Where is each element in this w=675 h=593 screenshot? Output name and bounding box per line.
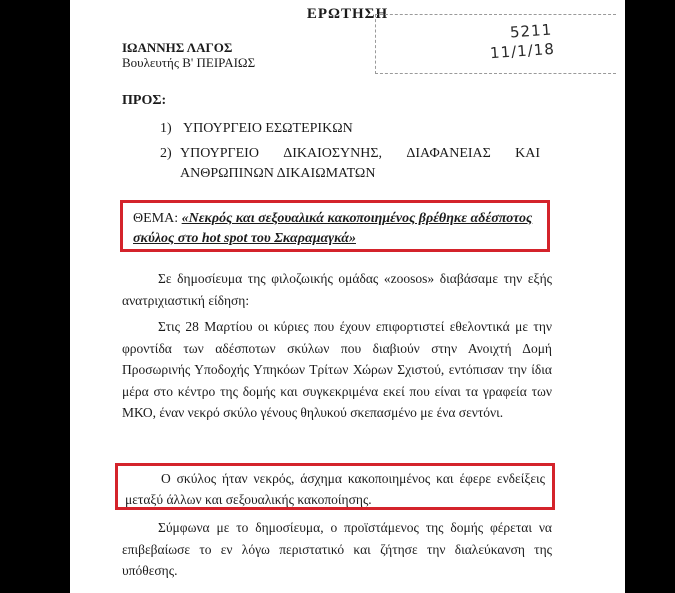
paragraph-confirmation: Σύμφωνα με το δημοσίευμα, ο προϊστάμενος της δομής φέρεται να επιβεβαίωσε το εν λόγω περιστατικό και ζήτησε την διαλεύκανση της υπόθεσης. <box>122 520 552 578</box>
recipient-number: 1) <box>160 121 172 136</box>
recipient-name-line2: ΑΝΘΡΩΠΙΝΩΝ ΔΙΚΑΙΩΜΑΤΩΝ <box>180 166 376 181</box>
recipient-name-word: ΔΙΚΑΙΟΣΥΝΗΣ, <box>283 146 383 161</box>
recipient-name-word: ΚΑΙ <box>515 146 540 161</box>
document-page <box>70 0 625 593</box>
recipient-1 <box>160 121 353 137</box>
subject-highlight-box <box>120 200 550 252</box>
recipient-name-word: ΔΙΑΦΑΝΕΙΑΣ <box>406 146 491 161</box>
stamp-date: 11/1/18 <box>489 39 556 63</box>
stamp-number: 5211 <box>509 20 553 42</box>
recipient-name: ΥΠΟΥΡΓΕΙΟ ΕΣΩΤΕΡΙΚΩΝ <box>182 121 353 136</box>
subject-text: «Νεκρός και σεξουαλικά κακοποιημένος βρέθηκε αδέσποτος σκύλος στο hot spot του Σκαραμαγκά» <box>133 211 533 246</box>
recipient-name-word: ΥΠΟΥΡΓΕΙΟ <box>180 146 259 161</box>
recipient-number: 2) <box>160 146 172 161</box>
paragraph-highlight-box: Ο σκύλος ήταν νεκρός, άσχημα κακοποιημένος και έφερε ενδείξεις μεταξύ άλλων και σεξουαλικής κακοποίησης. <box>115 463 555 510</box>
paragraph-report: Στις 28 Μαρτίου οι κύριες που έχουν επιφορτιστεί εθελοντικά με την φροντίδα των αδέσποτων σκύλων που διαβιούν στην Ανοιχτή Δομή Προσωρινής Υποδοχής Υπηκόων Τρίτων Χώρων Σχιστού, εντόπισαν την ίδια μέρα στο κέντρο της δομής και συγκεκριμένα εκεί που είναι τα γραφεία των ΜΚΟ, έναν νεκρό σκύλο γένους θηλυκού σκεπασμένο με ένα σεντόνι. <box>122 319 552 420</box>
to-label: ΠΡΟΣ: <box>122 93 167 108</box>
subject-label: ΘΕΜΑ: <box>133 211 179 226</box>
author-role: Βουλευτής Β' ΠΕΙΡΑΙΩΣ <box>122 55 256 70</box>
author-name: ΙΩΑΝΝΗΣ ΛΑΓΟΣ <box>122 40 233 55</box>
recipient-2 <box>160 146 540 182</box>
document-title: ΕΡΩΤΗΣΗ <box>306 6 389 22</box>
paragraph-intro: Σε δημοσίευμα της φιλοζωικής ομάδας «zoosos» διαβάσαμε την εξής ανατριχιαστική είδηση: <box>122 271 552 308</box>
